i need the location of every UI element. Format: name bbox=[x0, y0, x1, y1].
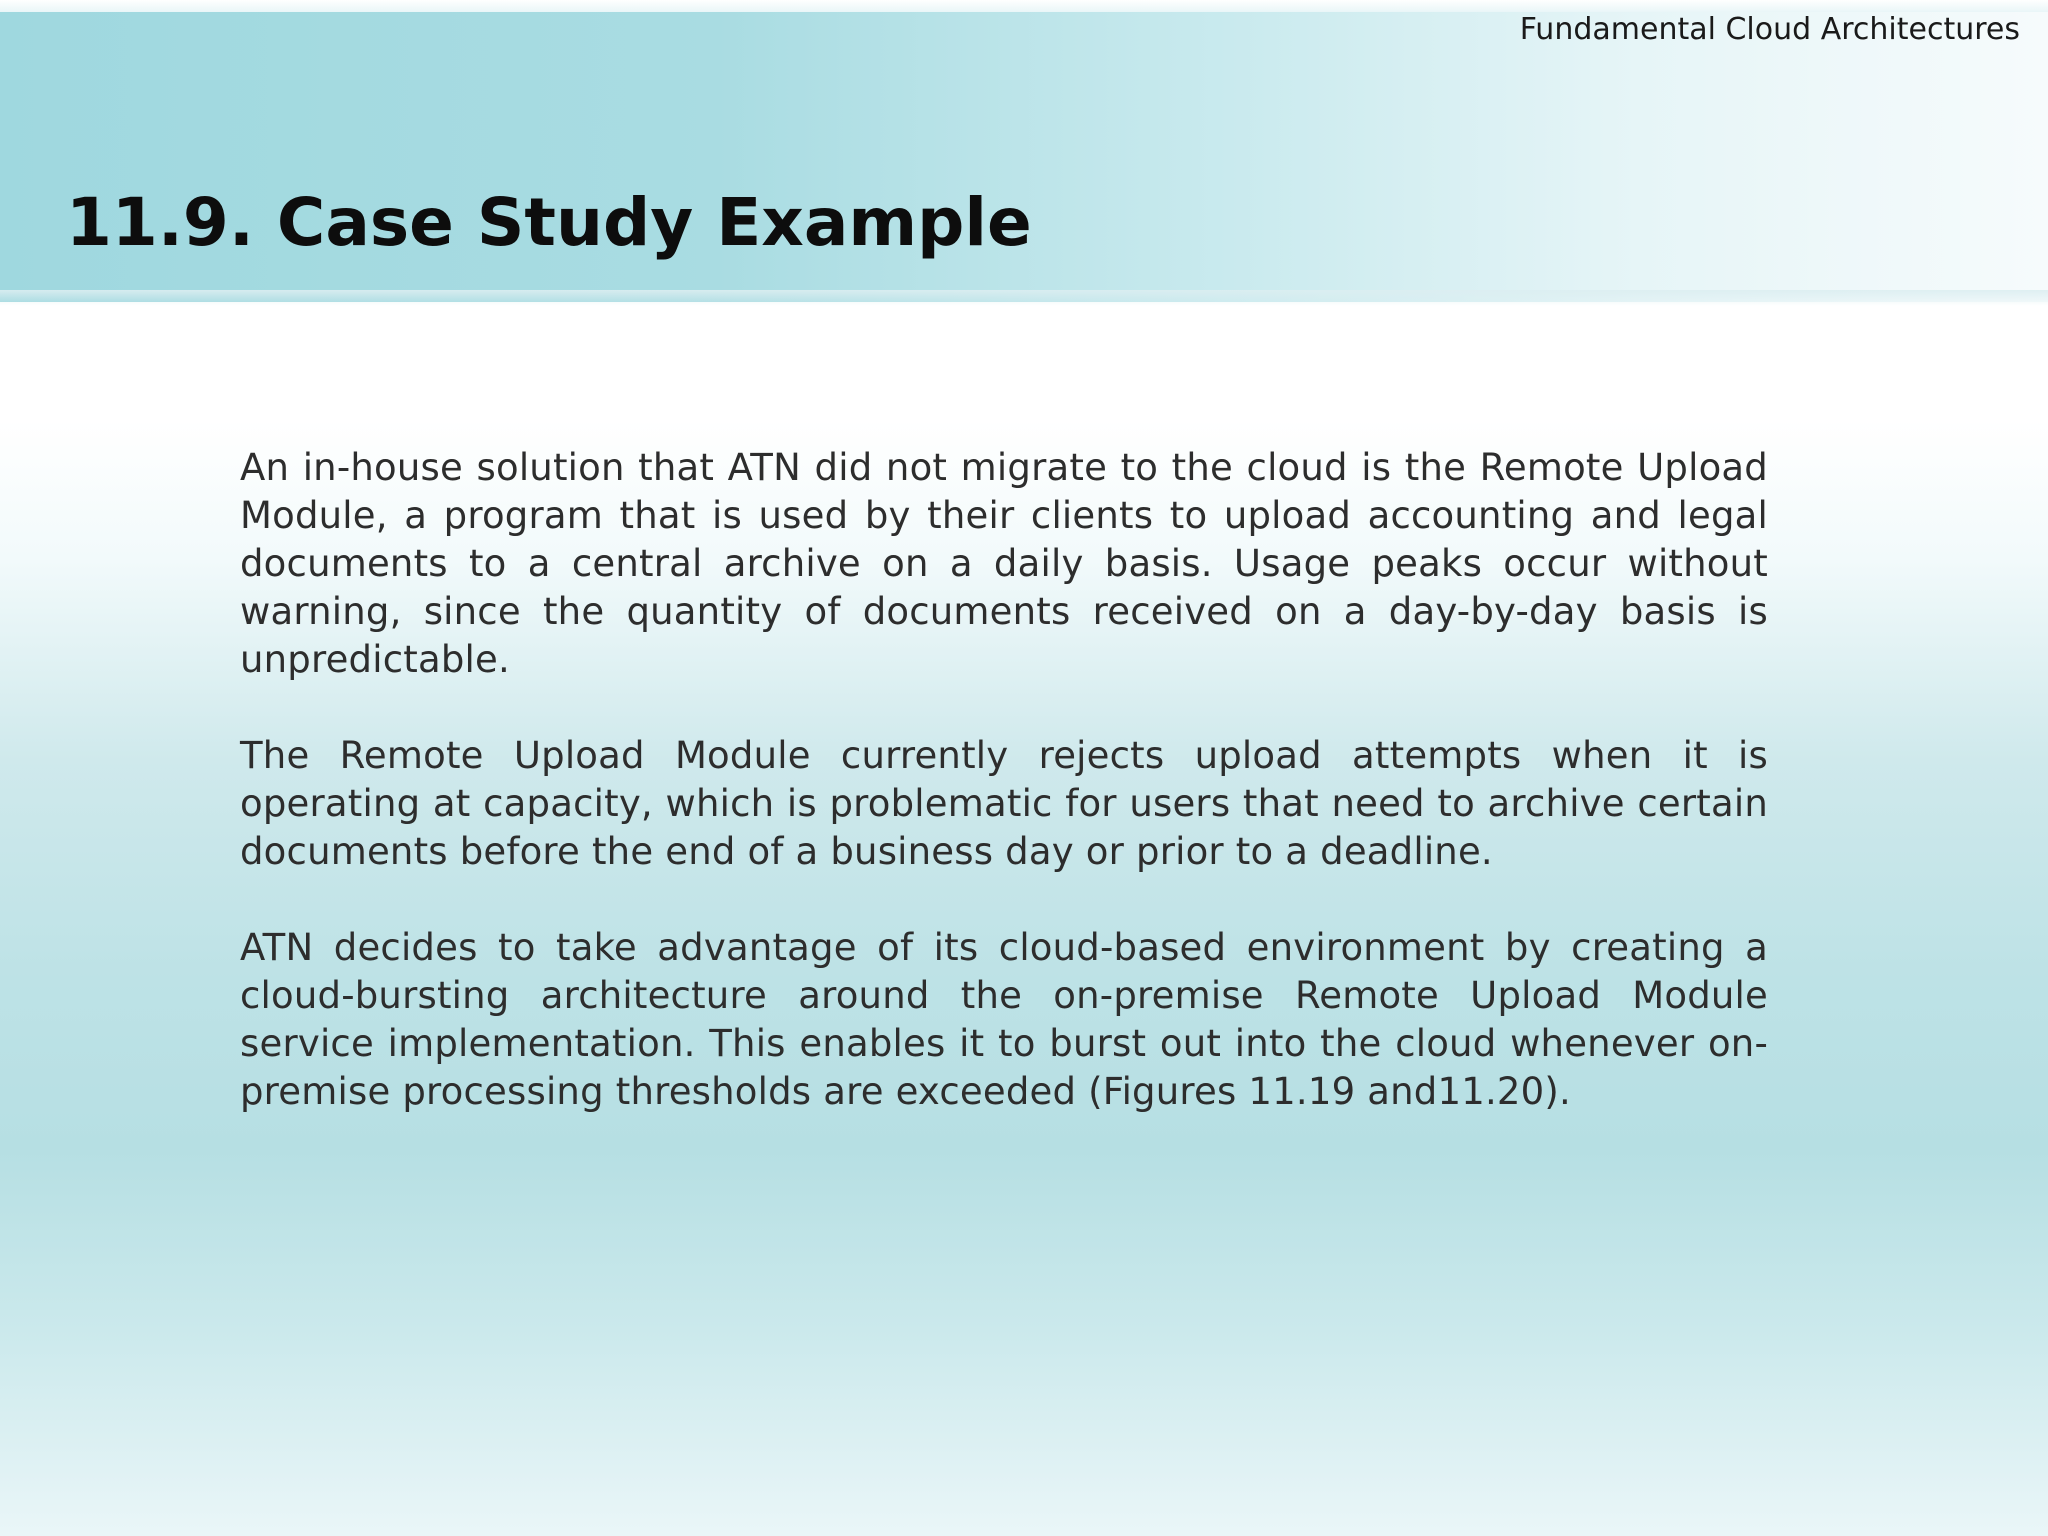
body-paragraph-1: An in-house solution that ATN did not migrate to the cloud is the Remote Upload Module, a program that is used by their clients to upload accounting and legal documents to a central archive on a daily basis. Usage peaks occur without warning, since the quantity of documents received on a day-by-day basis is unpredictable. bbox=[240, 446, 1768, 681]
body-paragraph-3: ATN decides to take advantage of its cloud-based environment by creating a cloud-bursting architecture around the on-premise Remote Upload Module service implementation. This enables it to burst out into the cloud whenever on-premise processing thresholds are exceeded (Figures 11.19 and11.20). bbox=[240, 926, 1768, 1113]
header-section-label: Fundamental Cloud Architectures bbox=[1519, 12, 2020, 47]
slide-title: 11.9. Case Study Example bbox=[66, 184, 1032, 261]
slide-body bbox=[240, 444, 1768, 1164]
title-band-top-edge bbox=[0, 0, 2048, 12]
body-paragraph-2: The Remote Upload Module currently rejects upload attempts when it is operating at capacity, which is problematic for users that need to archive certain documents before the end of a business day or prior to a deadline. bbox=[240, 734, 1768, 873]
title-band-divider bbox=[0, 290, 2048, 306]
